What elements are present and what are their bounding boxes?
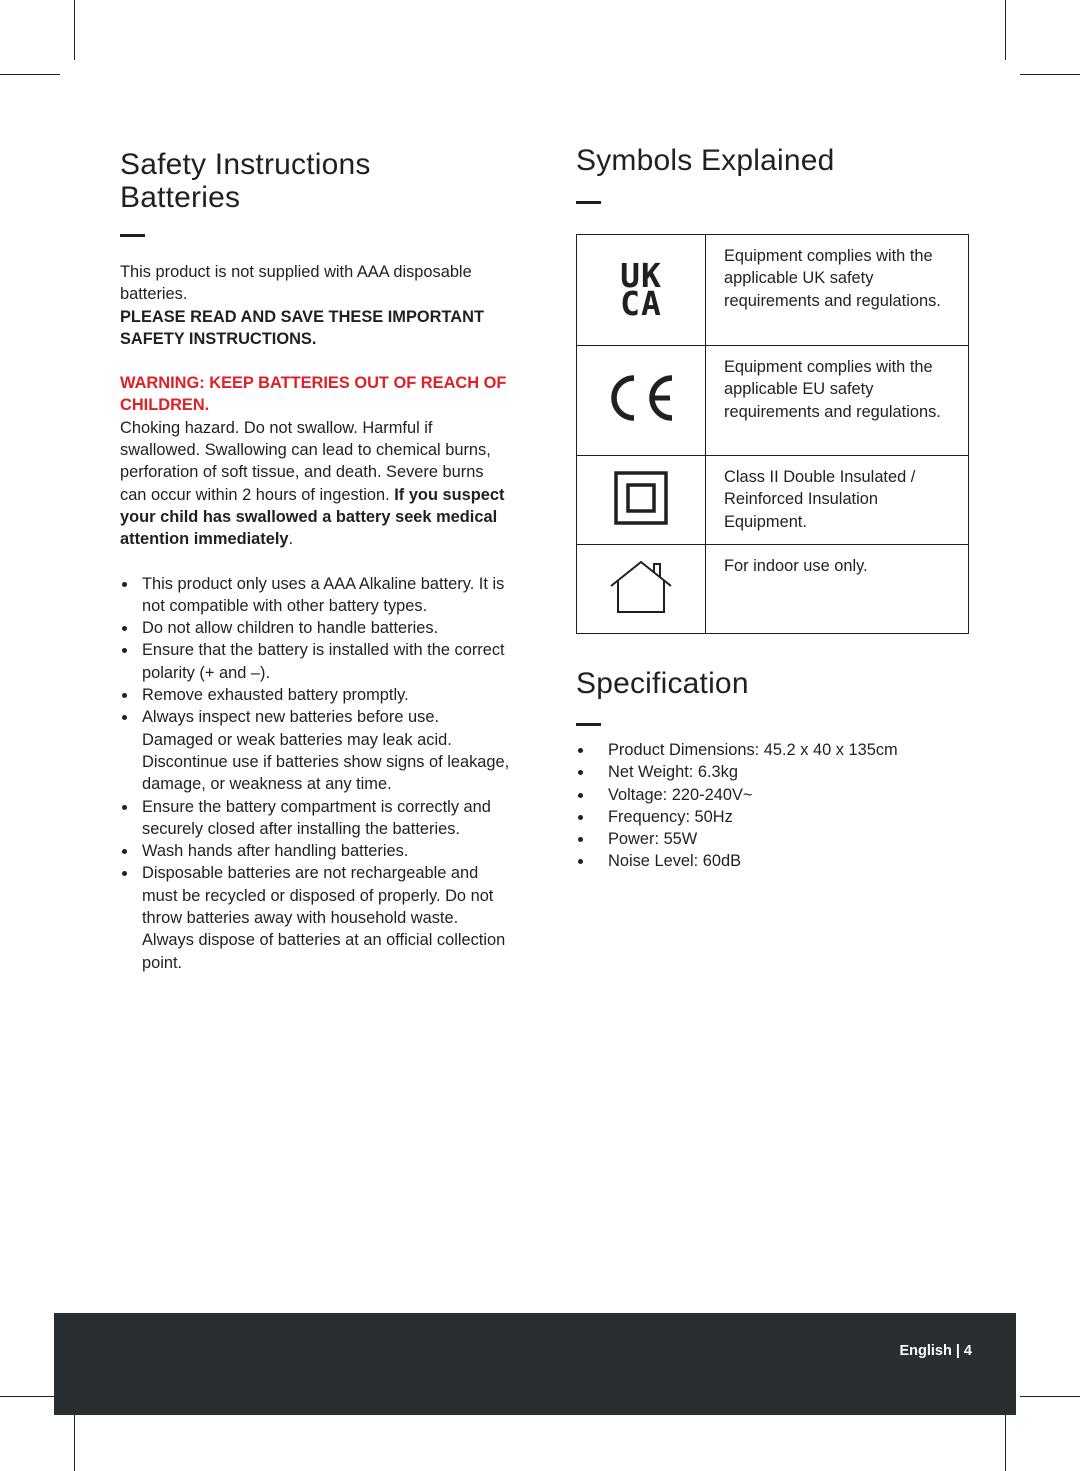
crop-mark — [1005, 0, 1006, 60]
list-item: Do not allow children to handle batteries. — [120, 617, 510, 639]
specification-list — [576, 739, 976, 873]
crop-mark — [1020, 74, 1080, 75]
symbols-title: Symbols Explained — [576, 144, 835, 177]
specification-title: Specification — [576, 667, 749, 700]
ce-mark-icon — [604, 371, 678, 425]
symbol-description: Equipment complies with the applicable EU safety requirements and regulations. — [706, 346, 969, 456]
symbols-table — [576, 234, 969, 634]
spec-item: Frequency: 50Hz — [576, 806, 976, 828]
list-item: Ensure the battery compartment is correctly and securely closed after installing the batteries. — [120, 796, 510, 841]
table-row — [577, 545, 969, 634]
title-rule — [576, 201, 601, 204]
crop-mark — [0, 1396, 60, 1397]
spec-item: Voltage: 220-240V~ — [576, 784, 976, 806]
list-item: Remove exhausted battery promptly. — [120, 684, 510, 706]
crop-mark — [74, 1411, 75, 1471]
symbols-section — [576, 144, 976, 873]
safety-title-line1: Safety Instructions — [120, 148, 371, 181]
table-row — [577, 235, 969, 346]
indoor-house-icon — [608, 559, 674, 615]
list-item: Disposable batteries are not rechargeable and must be recycled or disposed of properly. Do not throw batteries away with household waste. Always dispose of batteries at an official collection point. — [120, 862, 510, 973]
hazard-text: Choking hazard. Do not swallow. Harmful if swallowed. Swallowing can lead to chemical burns, perforation of soft tissue, and death. Severe burns can occur within 2 hours of ingestion. — [120, 418, 491, 504]
safety-title — [120, 148, 510, 214]
table-row — [577, 346, 969, 456]
crop-mark — [74, 0, 75, 60]
icon-cell — [577, 235, 706, 346]
double-insulated-icon — [614, 471, 668, 525]
title-rule — [120, 234, 145, 237]
icon-cell — [577, 456, 706, 545]
title-rule — [576, 723, 601, 726]
list-item: This product only uses a AAA Alkaline battery. It is not compatible with other battery types. — [120, 573, 510, 618]
hazard-end: . — [288, 530, 294, 549]
ukca-mark-icon — [578, 256, 704, 323]
safety-section — [120, 148, 510, 974]
intro-text: This product is not supplied with AAA disposable batteries. — [120, 263, 472, 304]
spec-item: Noise Level: 60dB — [576, 850, 976, 872]
symbol-description: Class II Double Insulated / Reinforced Insulation Equipment. — [706, 456, 969, 545]
table-row — [577, 456, 969, 545]
spec-item: Product Dimensions: 45.2 x 40 x 135cm — [576, 739, 976, 761]
read-save-notice: PLEASE READ AND SAVE THESE IMPORTANT SAFETY INSTRUCTIONS. — [120, 307, 484, 348]
hazard-paragraph — [120, 417, 510, 551]
battery-bullet-list — [120, 573, 510, 974]
hazard-bold: If you suspect your child has swallowed a battery seek medical attention immediately — [120, 485, 505, 549]
icon-cell — [577, 545, 706, 634]
list-item: Ensure that the battery is installed with the correct polarity (+ and –). — [120, 639, 510, 684]
spec-item: Power: 55W — [576, 828, 976, 850]
icon-cell — [577, 346, 706, 456]
crop-mark — [0, 74, 60, 75]
warning-text: WARNING: KEEP BATTERIES OUT OF REACH OF CHILDREN. — [120, 374, 507, 415]
ukca-bottom-text: CA — [620, 284, 662, 323]
page-number-label: English | 4 — [899, 1343, 972, 1359]
symbol-description: Equipment complies with the applicable UK safety requirements and regulations. — [706, 235, 969, 346]
crop-mark — [1005, 1411, 1006, 1471]
page-footer — [54, 1313, 1016, 1415]
symbol-description: For indoor use only. — [706, 545, 969, 634]
spec-item: Net Weight: 6.3kg — [576, 761, 976, 783]
safety-title-line2: Batteries — [120, 181, 241, 214]
list-item: Always inspect new batteries before use. Damaged or weak batteries may leak acid. Discontinue use if batteries show signs of leakage, damage, or weakness at any time. — [120, 706, 510, 795]
crop-mark — [1020, 1396, 1080, 1397]
ukca-top-text: UK — [620, 256, 662, 295]
list-item: Wash hands after handling batteries. — [120, 840, 510, 862]
